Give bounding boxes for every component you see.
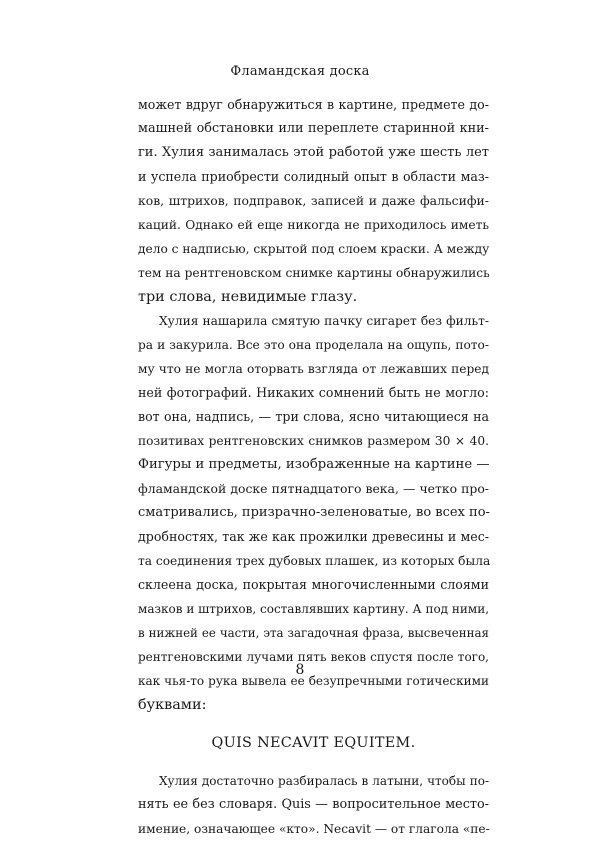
body-text — [138, 93, 489, 841]
paragraph-3 — [138, 769, 489, 841]
text-line: буквами: — [138, 697, 207, 713]
text-line: ков, штрихов, подправок, записей и даже фальсифи- — [138, 193, 489, 208]
text-line: каций. Однако ей еще никогда не приходилось иметь — [138, 218, 489, 232]
paragraph-1 — [138, 93, 489, 309]
text-line: дробностях, так же как прожилки древесины и мес- — [138, 529, 489, 544]
paragraph-2 — [138, 309, 489, 717]
text-line: Фигуры и предметы, изображенные на картине — — [138, 457, 490, 472]
text-line: ней фотографий. Никаких сомнений быть не могло: — [138, 385, 489, 400]
text-line: имение, означающее «кто». Necavit — от глагола «пе- — [138, 822, 490, 836]
text-line: ги. Хулия занималась этой работой уже шесть лет — [138, 145, 489, 160]
text-line: и успела приобрести солидный опыт в области маз- — [138, 169, 489, 184]
text-line: три слова, невидимые глазу. — [138, 289, 358, 305]
text-line: вот она, надпись, — три слова, ясно читающиеся на — [138, 409, 489, 424]
text-line: позитивах рентгеновских снимков размером 30 × 40. — [138, 434, 489, 448]
running-head: Фламандская доска — [230, 64, 370, 79]
text-line: рентгеновскими лучами пять веков спустя после того, — [138, 650, 489, 664]
text-line: нять ее без словаря. Quis — вопросительное место- — [138, 797, 489, 812]
text-line: может вдруг обнаружиться в картине, предмете до- — [138, 97, 489, 112]
page-number: 8 — [295, 662, 305, 678]
text-line: му что не могла оторвать взгляда от лежавших перед — [138, 362, 489, 376]
latin-inscription: QUIS NECAVIT EQUITEM. — [211, 735, 416, 751]
text-line: тем на рентгеновском снимке картины обнаружились — [138, 266, 490, 280]
text-line: как чья-то рука вывела ее безупречными готическими — [138, 674, 489, 688]
text-line: мазков и штрихов, составлявших картину. А под ними, — [138, 602, 490, 616]
text-line: та соединения трех дубовых плашек, из которых была — [138, 554, 491, 568]
text-line: Хулия достаточно разбиралась в латыни, чтобы по- — [159, 774, 489, 788]
text-line: дело с надписью, скрытой под слоем краски. А между — [138, 242, 490, 256]
text-line: сматривались, призрачно-зеленоватые, во всех по- — [138, 505, 490, 520]
text-line: фламандской доске пятнадцатого века, — четко про- — [138, 481, 489, 496]
text-line: машней обстановки или переплете старинной кни- — [138, 121, 489, 136]
text-line: ра и закурила. Все это она проделала на ощупь, пото- — [138, 338, 489, 352]
text-line: Хулия нашарила смятую пачку сигарет без фильт- — [159, 314, 489, 328]
text-line: в нижней ее части, эта загадочная фраза, высвеченная — [138, 626, 489, 640]
text-line: склеена доска, покрытая многочисленными слоями — [138, 577, 489, 592]
